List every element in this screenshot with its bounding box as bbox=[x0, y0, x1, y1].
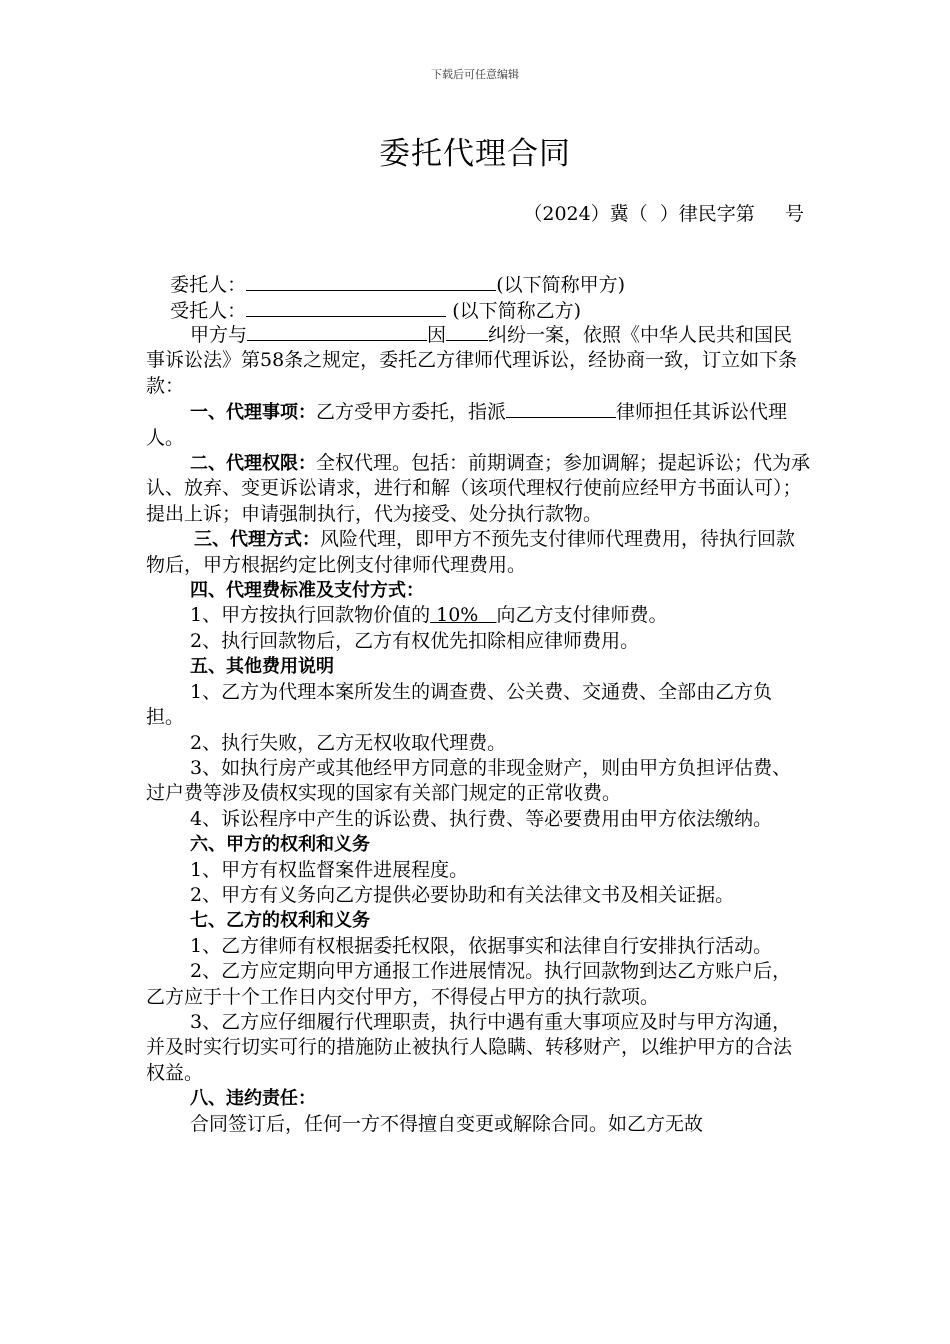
section-8-heading-line bbox=[146, 1086, 810, 1111]
section-5-item: 1、乙方为代理本案所发生的调查费、公关费、交通费、全部由乙方负担。 bbox=[146, 680, 773, 729]
case-number: （2024）冀（ ）律民字第 号 bbox=[523, 203, 804, 225]
section-6-heading: 六、甲方的权利和义务 bbox=[190, 834, 370, 856]
client-label: 委托人： bbox=[170, 274, 247, 296]
fee-item-1-pre: 1、甲方按执行回款物价值的 bbox=[190, 604, 431, 627]
document-title: 委托代理合同 bbox=[379, 136, 571, 172]
dispute-type-blank[interactable] bbox=[446, 322, 488, 341]
section-4-item-1 bbox=[146, 603, 810, 628]
section-5-item: 3、如执行房产或其他经甲方同意的非现金财产，则由甲方负担评估费、过户费等涉及债权实现的国家有关部门规定的正常收费。 bbox=[146, 756, 792, 805]
fee-item-1-post: 向乙方支付律师费。 bbox=[496, 604, 668, 627]
section-1-heading: 一、代理事项： bbox=[190, 402, 316, 424]
section-7-heading-line bbox=[146, 908, 810, 933]
section-2 bbox=[146, 451, 810, 527]
opponent-blank[interactable] bbox=[247, 322, 427, 341]
section-8-heading: 八、违约责任： bbox=[190, 1088, 316, 1110]
section-5-heading: 五、其他费用说明 bbox=[190, 656, 334, 678]
section-7-heading: 七、乙方的权利和义务 bbox=[190, 910, 370, 932]
agent-label: 受托人： bbox=[170, 300, 247, 322]
section-6-heading-line bbox=[146, 832, 810, 857]
section-6-item: 2、甲方有义务向乙方提供必要协助和有关法律文书及相关证据。 bbox=[190, 883, 735, 906]
section-4-item-2: 2、执行回款物后，乙方有权优先扣除相应律师费用。 bbox=[190, 629, 640, 652]
client-suffix: (以下简称甲方) bbox=[496, 274, 626, 296]
intro-text-2: 因 bbox=[427, 324, 447, 346]
section-5-item: 4、诉讼程序中产生的诉讼费、执行费、等必要费用由甲方依法缴纳。 bbox=[190, 807, 773, 830]
section-7-item: 3、乙方应仔细履行代理职责，执行中遇有重大事项应及时与甲方沟通，并及时实行切实可行的措施防止被执行人隐瞒、转移财产，以维护甲方的合法权益。 bbox=[146, 1010, 793, 1084]
section-5-item: 2、执行失败，乙方无权收取代理费。 bbox=[190, 731, 507, 754]
section-3-heading: 三、代理方式： bbox=[194, 529, 320, 551]
section-4-heading: 四、代理费标准及支付方式： bbox=[190, 580, 424, 602]
fee-rate: 10% bbox=[430, 604, 497, 627]
section-8-text: 合同签订后，任何一方不得擅自变更或解除合同。如乙方无故 bbox=[190, 1112, 704, 1135]
contract-body bbox=[146, 322, 810, 1137]
section-3 bbox=[146, 527, 810, 578]
section-7-item: 1、乙方律师有权根据委托权限，依据事实和法律自行安排执行活动。 bbox=[190, 934, 773, 957]
agent-name-blank[interactable] bbox=[246, 298, 446, 317]
section-1 bbox=[146, 399, 810, 451]
section-5-heading-line bbox=[146, 654, 810, 679]
intro-text-1: 甲方与 bbox=[190, 324, 248, 346]
section-4-heading-line bbox=[146, 578, 810, 603]
agent-suffix: (以下简称乙方) bbox=[446, 300, 582, 322]
lawyer-name-blank[interactable] bbox=[506, 399, 616, 418]
intro-text-3: 纠纷一案，依照《中华人民共和国民事诉讼法》第58条之规定，委托乙方律师代理诉讼，经协商一致，订立如下条款： bbox=[146, 324, 798, 397]
header-note: 下载后可任意编辑 bbox=[431, 68, 519, 81]
section-2-text: 全权代理。包括：前期调查；参加调解；提起诉讼；代为承认、放弃、变更诉讼请求，进行和解（该项代理权行使前应经甲方书面认可）；提出上诉；申请强制执行，代为接受、处分执行款物。 bbox=[146, 452, 811, 525]
section-1-text-2: 律师担任其诉讼代理人。 bbox=[146, 401, 788, 449]
intro-paragraph bbox=[146, 322, 810, 399]
section-7-item: 2、乙方应定期向甲方通报工作进展情况。执行回款物到达乙方账户后，乙方应于十个工作日内交付甲方，不得侵占甲方的执行款项。 bbox=[146, 960, 792, 1008]
section-6-item: 1、甲方有权监督案件进展程度。 bbox=[190, 858, 469, 881]
section-1-text-1: 乙方受甲方委托，指派 bbox=[316, 401, 507, 424]
section-2-heading: 二、代理权限： bbox=[190, 453, 316, 475]
section-3-text: 风险代理，即甲方不预先支付律师代理费用，待执行回款物后，甲方根据约定比例支付律师代理费用。 bbox=[146, 528, 796, 576]
